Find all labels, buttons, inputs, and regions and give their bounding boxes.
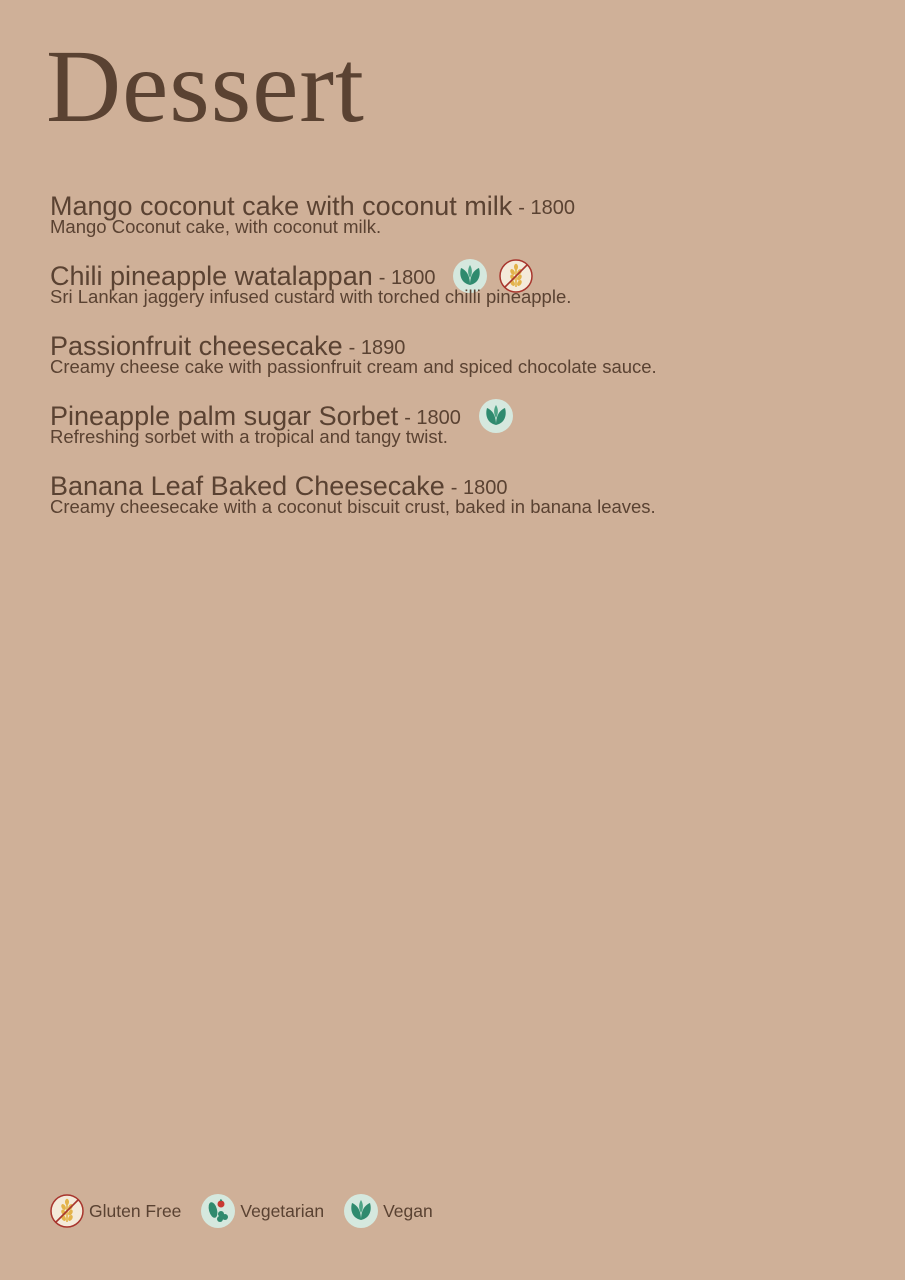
vegetarian-icon [201,1194,235,1228]
legend-entry-vegan [344,1194,433,1228]
item-price: - 1800 [450,476,508,499]
item-price: - 1800 [378,266,436,289]
item-description: Sri Lankan jaggery infused custard with torched chilli pineapple. [50,286,572,307]
legend-label: Vegan [383,1200,433,1221]
item-price: - 1800 [404,406,461,429]
legend-label: Gluten Free [89,1200,182,1221]
legend-entry-vegetarian [201,1194,324,1228]
item-description: Creamy cheesecake with a coconut biscuit crust, baked in banana leaves. [50,496,656,517]
item-description: Refreshing sorbet with a tropical and tangy twist. [50,426,448,447]
vegan-icon [479,399,513,433]
item-description: Creamy cheese cake with passionfruit cream and spiced chocolate sauce. [50,356,657,377]
legend-entry-gluten-free [50,1194,181,1228]
gluten-free-icon [50,1194,84,1228]
item-price: - 1890 [348,336,406,359]
item-name: Passionfruit cheesecake [50,330,343,361]
item-name: Chili pineapple watalappan [50,260,373,291]
item-description: Mango Coconut cake, with coconut milk. [50,216,382,237]
menu-item [50,400,880,448]
item-name: Banana Leaf Baked Cheesecake [50,470,445,501]
item-price: - 1800 [518,196,575,219]
menu-item [50,330,880,378]
menu-item [50,470,880,518]
vegan-icon [344,1194,378,1228]
menu-item [50,260,880,308]
item-name: Pineapple palm sugar Sorbet [50,400,399,431]
dessert-menu [50,190,880,540]
menu-item [50,190,880,238]
dietary-legend [50,1194,453,1228]
item-name: Mango coconut cake with coconut milk [50,190,513,221]
legend-label: Vegetarian [240,1200,325,1221]
page-title: Dessert [46,29,365,144]
